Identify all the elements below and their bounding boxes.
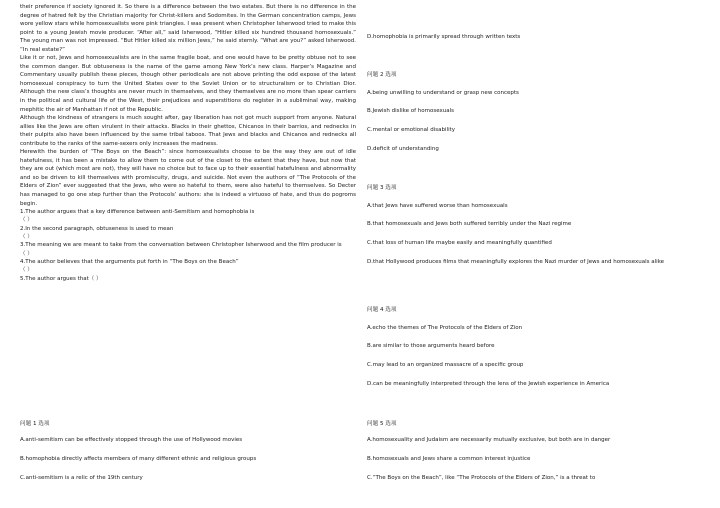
q4-option-c: C.may lead to an organized massacre of a specific group	[367, 362, 524, 368]
passage-paragraph: their preference if society ignored it. So there is a difference between the two estates. But there is no difference in the degree of hatred felt by the Christian majority for Christ-killers and Sodomites. In the German concentration camps, Jews wore yellow stars while homosexualists wore pink triangles. I was present when Christopher Isherwood tried to make this point to a young Jewish movie producer. “After all,” said Isherwood, “Hitler killed six hundred thousand homosexuals.” The young man was not impressed. “But Hitler killed six million Jews,” he said sternly. “What are you?” asked Isherwood. “In real estate?”	[20, 4, 356, 53]
question-4: 4.The author believes that the arguments put forth in “The Boys on the Beach”	[20, 258, 239, 265]
answer-blank-4: （ ）	[20, 267, 33, 274]
q5-option-a: A.homosexuality and Judaism are necessarily mutually exclusive, but both are in danger	[367, 437, 611, 443]
q2-option-c: C.mental or emotional disability	[367, 127, 456, 133]
question-1: 1.The author argues that a key difference between anti-Semitism and homophobia is	[20, 209, 255, 216]
q3-option-d: D.that Hollywood produces films that meaningfully explores the Nazi murder of Jews and homosexuals alike	[367, 259, 665, 265]
q2-option-d: D.deficit of understanding	[367, 146, 439, 152]
q4-option-b: B.are similar to those arguments heard before	[367, 343, 495, 349]
q1-option-b: B.homophobia directly affects members of many different ethnic and religious groups	[20, 456, 257, 462]
q1-option-d: D.homophobia is primarily spread through written texts	[367, 34, 521, 40]
q3-option-b: B.that homosexuals and Jews both suffered terribly under the Nazi regime	[367, 221, 572, 227]
q1-options-header: 问题 1 选项	[20, 421, 50, 427]
q4-options-header: 问题 4 选项	[367, 307, 397, 313]
reading-passage	[20, 3, 356, 208]
answer-blank-2: （ ）	[20, 234, 33, 241]
q5-options-header: 问题 5 选项	[367, 421, 397, 427]
q1-options	[20, 419, 356, 427]
passage-paragraph: Like it or not, Jews and homosexualists are in the same fragile boat, and one would have to be pretty obtuse not to see the common danger. But obtuseness is the name of the game among New York’s new class. Harper’s Magazine and Commentary usually publish these pieces, though other periodicals are not above printing the odd expose of the latest homosexual conspiracy to turn the United States over to the Soviet Union or to structuralism or to Christian Dior. Although the new class’s thoughts are never much in themselves, and they themselves are no more than spear carriers in the political and cultural life of the West, their prejudices and superstitions do register in a subliminal way, making mephitic the air of Manhattan if not of the Republic.	[20, 55, 356, 113]
question-2: 2.In the second paragraph, obtuseness is used to mean	[20, 225, 174, 232]
q5-option-c: C.“The Boys on the Beach”, like “The Protocols of the Elders of Zion,” is a threat to	[367, 475, 596, 481]
q4-option-d: D.can be meaningfully interpreted through the lens of the Jewish experience in America	[367, 381, 610, 387]
q2-option-a: A.being unwilling to understand or grasp new concepts	[367, 90, 519, 96]
q3-option-c: C.that loss of human life maybe easily and meaningfully quantified	[367, 240, 552, 246]
q2-options-header: 问题 2 选项	[367, 72, 397, 78]
q1-option-c: C.anti-semitism is a relic of the 19th century	[20, 475, 143, 481]
left-column	[20, 0, 356, 481]
q3-options-header: 问题 3 选项	[367, 185, 397, 191]
passage-paragraph: Although the kindness of strangers is much sought after, gay liberation has not got much support from anyone. Natural allies like the Jews are often virulent in their attacks. Blacks in their ghettos, Chicanos in their barrios, and rednecks in their pulpits also have been influenced by the same tribal taboos. That Jews and blacks and Chicanos and rednecks all contribute to the ranks of the same-sexers only increases the madness.	[20, 115, 356, 147]
question-5: 5.The author argues that（ ）	[20, 275, 102, 282]
q2-option-b: B.Jewish dislike of homosexuals	[367, 108, 454, 114]
q4-option-a: A.echo the themes of The Protocols of the Elders of Zion	[367, 325, 523, 331]
q3-option-a: A.that Jews have suffered worse than homosexuals	[367, 203, 508, 209]
q5-option-b: B.homosexuals and Jews share a common interest injustice	[367, 456, 531, 462]
passage-paragraph: Herewith the burden of “The Boys on the Beach”: since homosexualists choose to be the way they are out of idle hatefulness, it has been a mistake to allow them to come out of the closet to the extent that they have, but now that they are out (which most are not), they will have no choice but to face up to their essential hatefulness and abnormality and so be driven to kill themselves with promiscuity, drugs, and suicide. Not even the authors of “The Protocols of the Elders of Zion” ever suggested that the Jews, who were so hateful to them, were also hateful to themselves. So Decter has managed to go one step further than the Protocols’ authors: she is indeed a virtuoso of hate, and thus do pogroms begin.	[20, 149, 356, 207]
answer-blank-1: （ ）	[20, 217, 33, 224]
q1-option-a: A.anti-semitism can be effectively stopped through the use of Hollywood movies	[20, 437, 243, 443]
question-list	[20, 208, 356, 283]
answer-blank-3: （ ）	[20, 250, 33, 257]
question-3: 3.The meaning we are meant to take from the conversation between Christopher Isherwood and the film producer is	[20, 242, 342, 249]
